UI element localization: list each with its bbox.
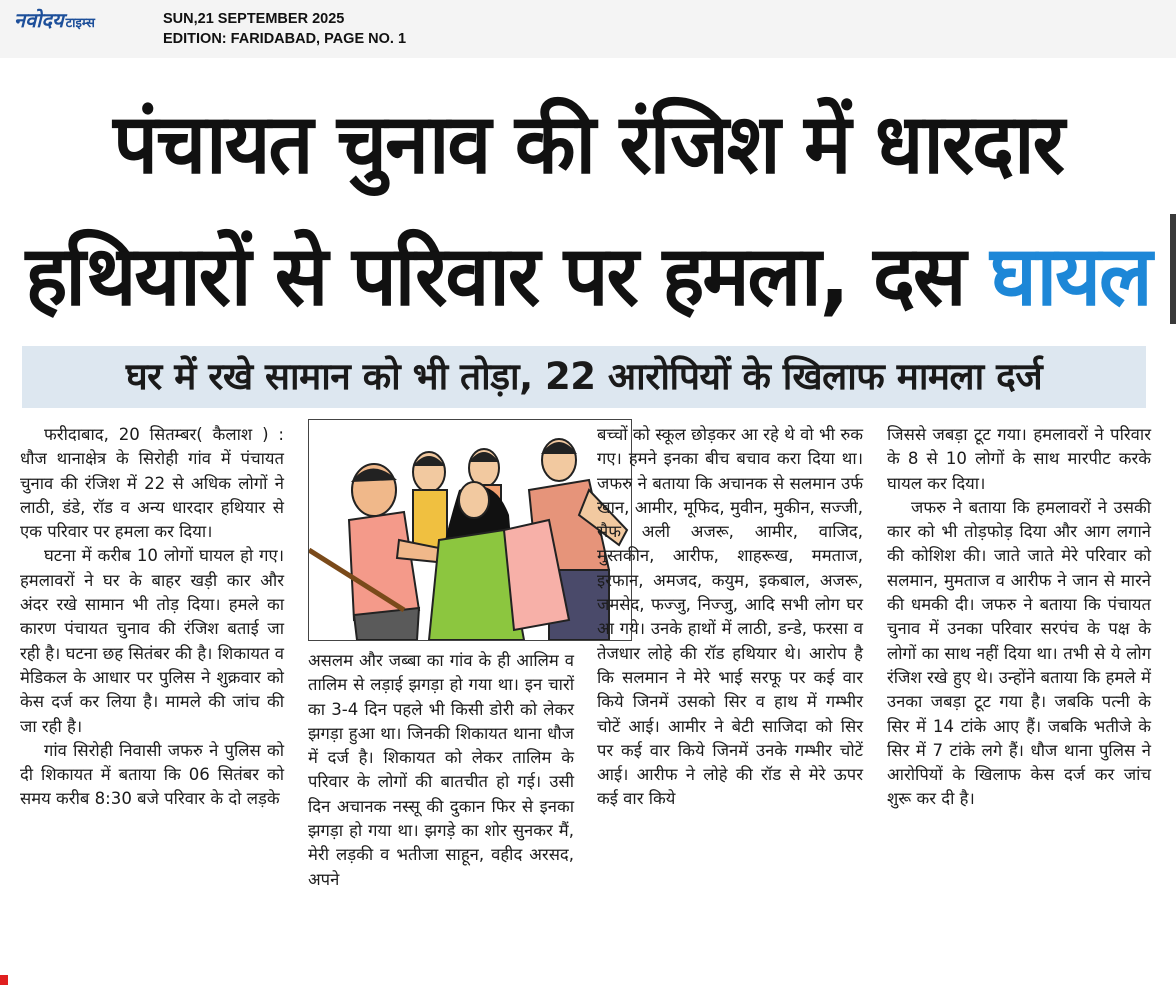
page-edge-mark xyxy=(1170,214,1176,324)
article-column-3 xyxy=(597,423,863,812)
headline-line-1: पंचायत चुनाव की रंजिश में धारदार xyxy=(113,95,1063,193)
newspaper-logo[interactable] xyxy=(14,6,95,32)
edition-info xyxy=(163,9,406,49)
masthead-bar xyxy=(0,0,1176,58)
edition-page: EDITION: FARIDABAD, PAGE NO. 1 xyxy=(163,31,407,47)
column-4-paragraph-2: जफरु ने बताया कि हमलावरों ने उसकी कार को भी तोड़फोड़ दिया और आग लगाने की कोशिश की। जाते जाते मेरे परिवार को सलमान, मुमताज व आरीफ ने जान से मारने की धमकी दी। जफरु ने बताया कि पंचायत चुनाव में उनका परिवार सरपंच के पक्ष के लोगों का साथ नहीं दिया था। तभी से ये लोग रंजिश रखे हुए थे। उन्होंने बताया कि हमले में उनका जबड़ा टूट गया है। जबकि पत्नी के सिर में 14 टांके आए हैं। जबकि भतीजे के सिर में 7 टांके लगे हैं। धौज थाना पुलिस ने आरोपियों के खिलाफ केस दर्ज कर जांच शुरू कर दी है। xyxy=(887,497,1151,809)
headline-line-2 xyxy=(0,224,1176,329)
column-1-paragraph-3: गांव सिरोही निवासी जफरु ने पुलिस को दी शिकायत में बताया कि 06 सितंबर को समय करीब 8:30 बजे परिवार के दो लड़के xyxy=(20,740,284,809)
subheadline: घर में रखे सामान को भी तोड़ा, 22 आरोपियों के खिलाफ मामला दर्ज xyxy=(22,346,1146,408)
logo-main-text: नवोदय xyxy=(14,8,64,32)
column-2-paragraph-1: असलम और जब्बा का गांव के ही आलिम व तालिम से लड़ाई झगड़ा हो गया था। इन चारों का 3-4 दिन पहले भी किसी डोरी को लेकर झगड़ा हुआ था। जिनकी शिकायत थाना धौज में दर्ज है। शिकायत को लेकर तालिम के परिवार के लोगों की बातचीत हो गई। उसी दिन अचानक नस्सू की दुकान फिर से इनका झगड़ा हो गया था। झगड़े का शोर सुनकर मैं, मेरी लड़की व भतीजा साहून, वहीद अरसद, अपने xyxy=(308,651,574,889)
column-4-paragraph-1: जिससे जबड़ा टूट गया। हमलावरों ने परिवार के 8 से 10 लोगों के साथ मारपीट करके घायल कर दिया। xyxy=(887,425,1151,493)
edition-date: SUN,21 SEPTEMBER 2025 xyxy=(163,11,345,27)
column-1-paragraph-2: घटना में करीब 10 लोगों घायल हो गए। हमलावरों ने घर के बाहर खड़ी कार और अंदर रखे सामान भी तोड़ दिया। हमले का कारण पंचायत चुनाव की रंजिश बताई जा रही है। घटना छह सितंबर की है। शिकायत व मेडिकल के आधार पर पुलिस ने शुक्रवार को केस दर्ज कर लिया है। मामले की जांच की जा रही है। xyxy=(20,546,284,736)
column-3-paragraph-1: बच्चों को स्कूल छोड़कर आ रहे थे वो भी रुक गए। हमने इनका बीच बचाव करा दिया था। जफरु ने बताया कि अचानक से सलमान उर्फ खान, आमीर, मूफिद, मुवीन, मुकीन, सज्जी, सैफ अली अजरू, आमीर, वाजिद, मुस्तकीन, आरीफ, शाहरूख, ममताज, इरफान, अमजद, कयुम, इकबाल, अजरू, जमसेद, फज्जु, निज्जु, आदि सभी लोग घर आ गये। उनके हाथों में लाठी, डन्डे, फरसा व तेजधार लोहे की रॉड हथियार थे। आरोप है कि सलमान ने मेरे भाई सरफू पर कई वार किये जिनमें उसको सिर व हाथ में गम्भीर चोटें आई। आमीर ने बेटी साजिदा को सिर पर कई वार किये जिनमें उनके गम्भीर चोटें आई। आरीफ ने लोहे की रॉड से मेरे ऊपर कई वार किये xyxy=(597,425,863,809)
article-column-2 xyxy=(308,649,574,892)
illustration-drawing xyxy=(309,420,631,640)
column-1-paragraph-1: फरीदाबाद, 20 सितम्बर( कैलाश ) : धौज थानाक्षेत्र के सिरोही गांव में पंचायत चुनाव की रंजिश में 22 से अधिक लोगों ने लाठी, डंडे, रॉड व अन्य धारदार हथियार से एक परिवार पर हमला कर दिया। xyxy=(20,425,284,542)
article-column-4 xyxy=(887,423,1151,812)
logo-sub-text: टाइम्स xyxy=(65,16,95,31)
page-corner-mark xyxy=(0,975,8,985)
article-column-1 xyxy=(20,423,284,812)
headline-highlight-word: घायल xyxy=(989,227,1151,325)
headline-line-2-main: हथियारों से परिवार पर हमला, दस xyxy=(25,227,965,325)
crime-illustration xyxy=(308,419,632,641)
